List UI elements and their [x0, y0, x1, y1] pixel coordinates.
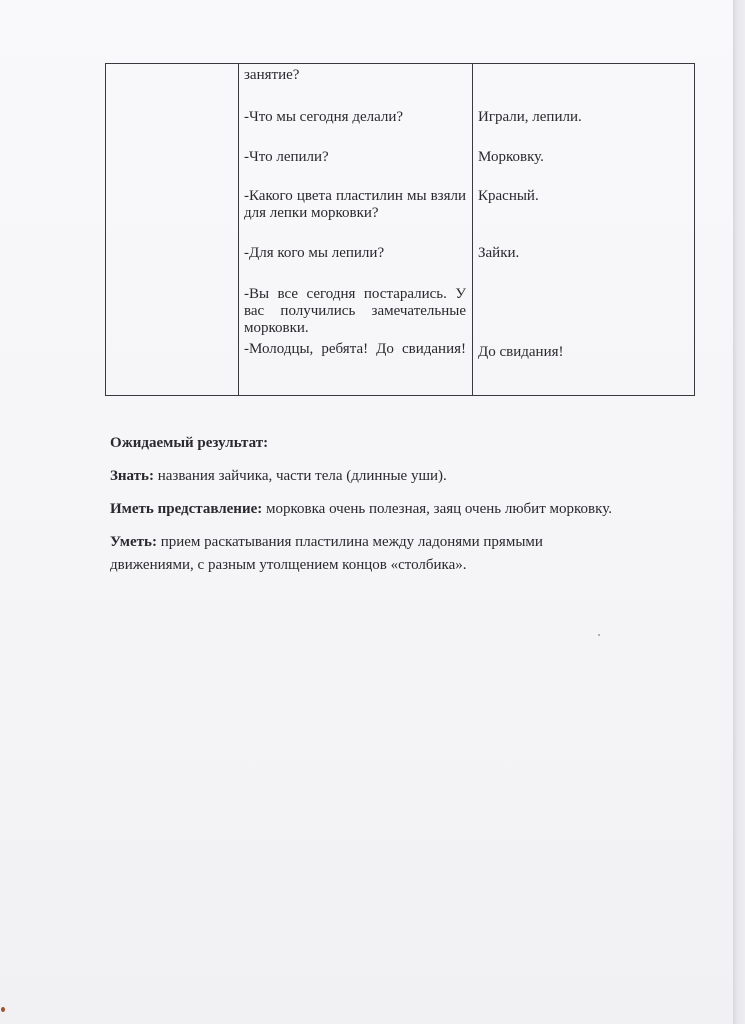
table-column-divider — [472, 64, 473, 395]
table-question: -Что лепили? — [244, 149, 329, 165]
table-question: -Что мы сегодня делали? — [244, 109, 404, 125]
paper-speck — [1, 1007, 5, 1012]
result-label: Иметь представление: — [110, 501, 263, 517]
table-question: занятие? — [244, 67, 300, 83]
table-column-divider — [238, 64, 239, 395]
expected-results-section — [110, 432, 630, 587]
table-question: -Молодцы, ребята! До свидания! — [244, 341, 466, 357]
result-label: Уметь: — [110, 534, 157, 550]
result-item-notion — [110, 498, 630, 521]
paper-speck — [598, 634, 600, 636]
table-answer: Зайки. — [478, 245, 520, 261]
table-question: -Какого цвета пластилин мы взяли для лепки морковки? — [244, 188, 466, 221]
result-item-skill — [110, 531, 630, 577]
result-text: прием раскатывания пластилина между ладонями прямыми движениями, с разным утолщением концов «столбика». — [110, 534, 543, 573]
result-item-know — [110, 465, 630, 488]
expected-results-heading: Ожидаемый результат: — [110, 435, 269, 451]
table-answer: До свидания! — [478, 344, 564, 360]
page-edge-shadow — [733, 0, 745, 1024]
table-answer: Морковку. — [478, 149, 544, 165]
table-answer: Красный. — [478, 188, 539, 204]
result-text: названия зайчика, части тела (длинные уши). — [153, 468, 447, 484]
table-answer: Играли, лепили. — [478, 109, 582, 125]
table-question: -Для кого мы лепили? — [244, 245, 385, 261]
table-question: -Вы все сегодня постарались. У вас получились замечательные морковки. — [244, 286, 466, 336]
result-text: морковка очень полезная, заяц очень любит морковку. — [262, 501, 612, 517]
lesson-dialogue-table — [105, 63, 695, 396]
result-label: Знать: — [110, 468, 154, 484]
